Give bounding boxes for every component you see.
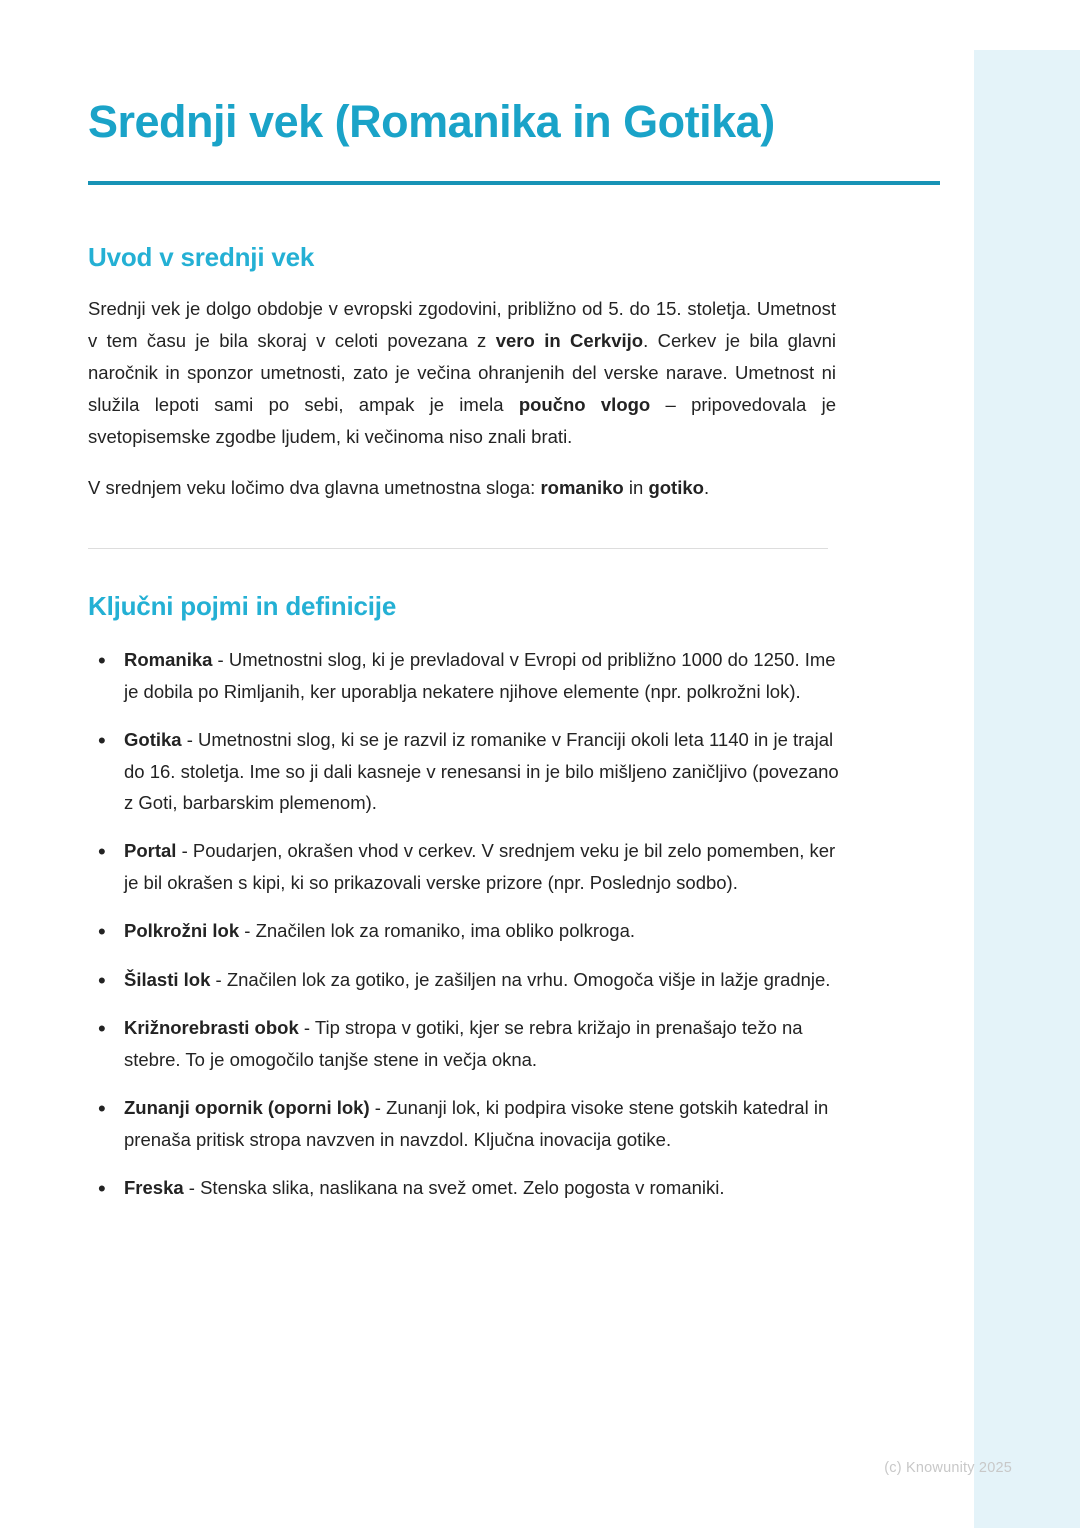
term-name: Romanika	[124, 649, 213, 671]
list-item	[88, 915, 848, 946]
emphasis-text: vero in Cerkvijo	[495, 330, 644, 352]
term-name: Križnorebrasti obok	[124, 1017, 299, 1039]
term-name: Gotika	[124, 729, 182, 751]
list-item	[88, 1092, 848, 1155]
section-heading-uvod: Uvod v srednji vek	[88, 242, 315, 273]
term-definition: - Umetnostni slog, ki je prevladoval v Evropi od približno 1000 do 1250. Ime je dobila po Rimljanih, ker uporablja nekatere njihove elemente (npr. polkrožni lok).	[124, 649, 836, 702]
list-item	[88, 644, 848, 707]
term-name: Portal	[124, 840, 177, 862]
emphasis-text: poučno vlogo	[518, 393, 651, 415]
term-name: Šilasti lok	[124, 968, 211, 990]
plain-text: in	[623, 477, 649, 499]
section-uvod	[88, 242, 940, 504]
document-content	[88, 0, 940, 1220]
plain-text: – pripovedovala je svetopisemske zgodbe ljudem, ki večinoma niso znali brati.	[88, 393, 836, 447]
list-item	[88, 1172, 848, 1203]
term-name: Zunanji opornik (oporni lok)	[124, 1097, 370, 1119]
list-item	[88, 964, 848, 995]
plain-text: . Cerkev je bila glavni naročnik in sponzor umetnosti, zato je večina ohranjenih del verske narave. Umetnost ni služila lepoti sami po sebi, ampak je imela	[88, 330, 836, 415]
term-definition: - Zunanji lok, ki podpira visoke stene gotskih katedral in prenaša pritisk stropa navzven in navzdol. Ključna inovacija gotike.	[124, 1097, 829, 1150]
decorative-side-band	[974, 50, 1080, 1528]
watermark: (c) Knowunity 2025	[884, 1460, 1012, 1476]
plain-text: Srednji vek je dolgo obdobje v evropski zgodovini, približno od 5. do 15. stoletja. Umetnost v tem času je bila skoraj v celoti povezana z	[88, 298, 836, 352]
plain-text: .	[703, 477, 710, 499]
intro-paragraph-1	[88, 293, 836, 452]
section-divider	[88, 548, 828, 549]
term-definition: - Značilen lok za gotiko, je zašiljen na vrhu. Omogoča višje in lažje gradnje.	[210, 968, 831, 990]
term-name: Polkrožni lok	[124, 920, 240, 942]
list-item	[88, 1012, 848, 1075]
term-definition: - Poudarjen, okrašen vhod v cerkev. V srednjem veku je bil zelo pomemben, ker je bil okrašen s kipi, ki so prikazovali verske prizore (npr. Poslednjo sodbo).	[124, 840, 836, 893]
term-name: Freska	[124, 1176, 184, 1198]
term-definition: - Tip stropa v gotiki, kjer se rebra križajo in prenašajo težo na stebre. To je omogočilo tanjše stene in večja okna.	[124, 1017, 803, 1070]
section-kljucni-pojmi	[88, 591, 940, 1203]
term-definition: - Stenska slika, naslikana na svež omet. Zelo pogosta v romaniki.	[183, 1176, 725, 1198]
intro-paragraph-2	[88, 472, 836, 504]
plain-text: V srednjem veku ločimo dva glavna umetnostna sloga:	[88, 477, 541, 499]
page-title: Srednji vek (Romanika in Gotika)	[88, 96, 775, 147]
term-definition: - Značilen lok za romaniko, ima obliko polkroga.	[239, 920, 636, 942]
section-heading-pojmi: Ključni pojmi in definicije	[88, 591, 397, 622]
emphasis-text: romaniko	[540, 477, 624, 499]
term-definition: - Umetnostni slog, ki se je razvil iz romanike v Franciji okoli leta 1140 in je trajal do 16. stoletja. Ime so ji dali kasneje v renesansi in je bilo mišljeno zaničljivo (povezano z Goti, barbarskim plemenom).	[124, 729, 839, 814]
list-item	[88, 835, 848, 898]
emphasis-text: gotiko	[648, 477, 704, 499]
title-divider	[88, 181, 940, 185]
list-item	[88, 724, 848, 818]
term-list	[88, 644, 848, 1203]
